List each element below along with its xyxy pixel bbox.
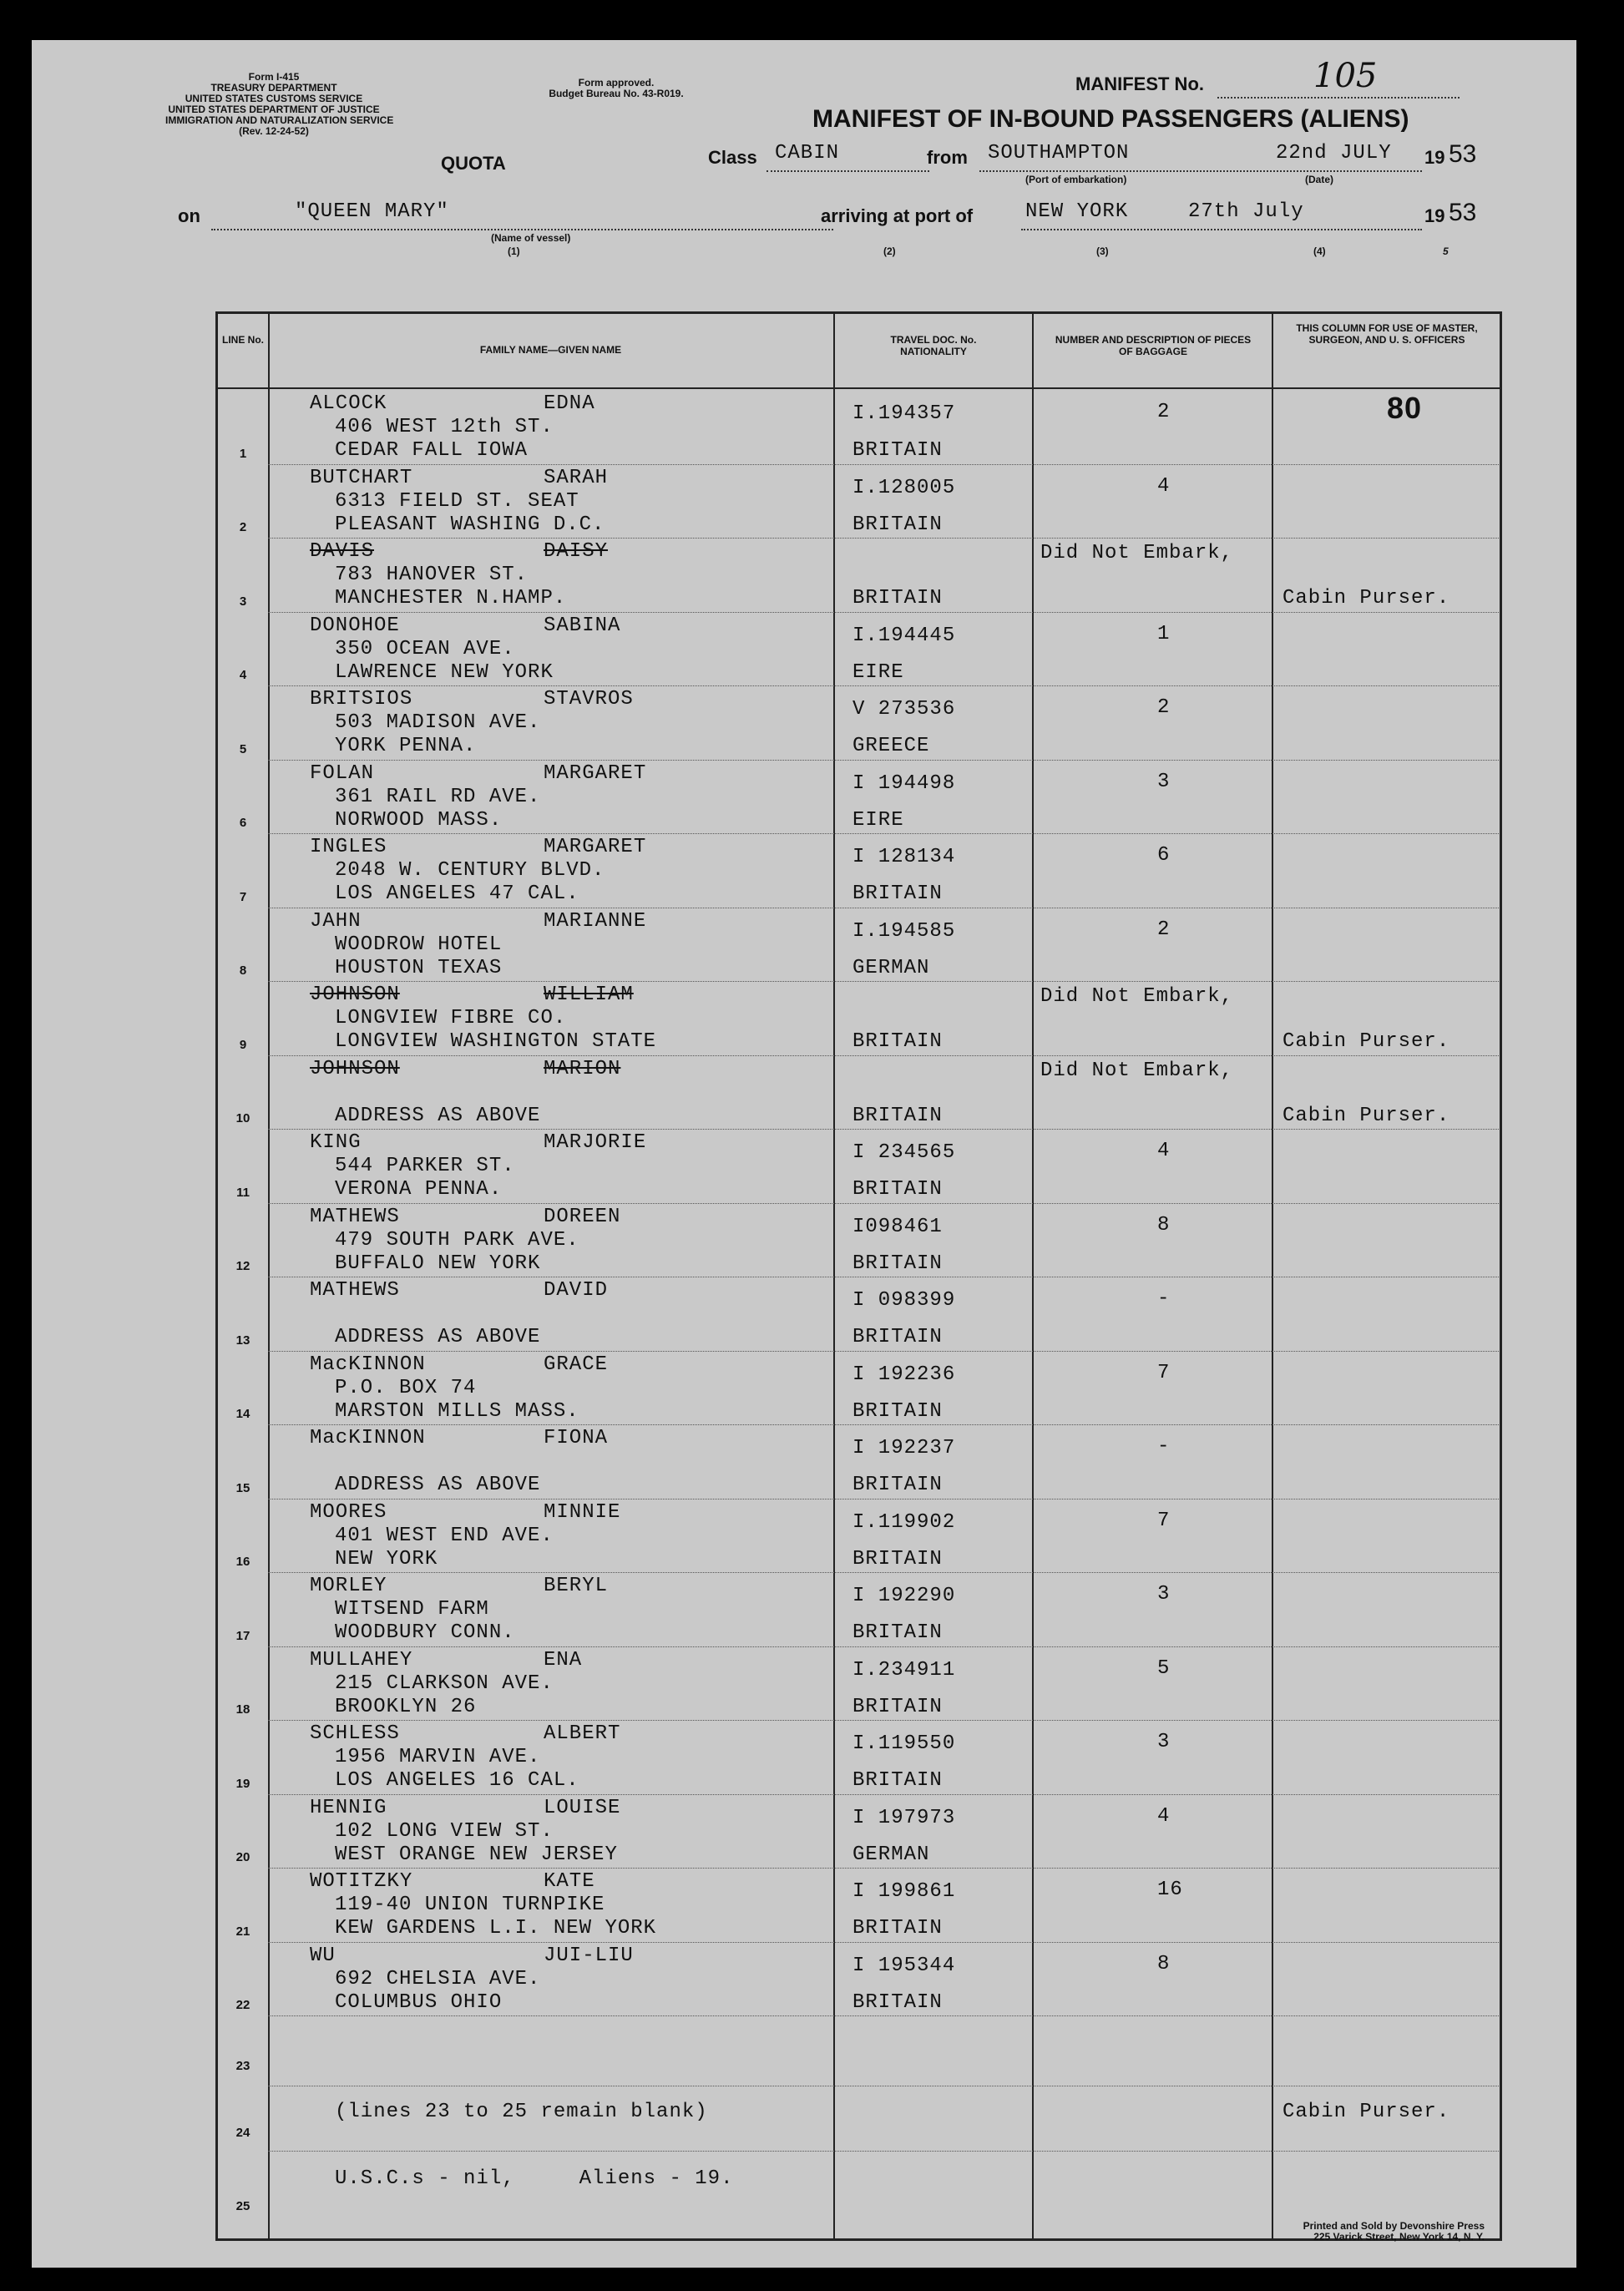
table-row — [218, 1056, 1500, 1130]
family-name: JOHNSON — [310, 984, 400, 1006]
given-name: EDNA — [544, 392, 595, 415]
row-divider — [268, 2151, 1499, 2152]
form-approval: Form approved. Budget Bureau No. 43-R019. — [549, 77, 684, 99]
header-divider — [218, 387, 1500, 389]
address-line-1: 361 RAIL RD AVE. — [335, 785, 541, 808]
nationality: BRITAIN — [852, 1104, 943, 1127]
address-line-2: MANCHESTER N.HAMP. — [335, 587, 567, 609]
line-number: 18 — [235, 1702, 250, 1717]
family-name: MORLEY — [310, 1575, 387, 1597]
family-name: JAHN — [310, 909, 362, 933]
address-line-2: COLUMBUS OHIO — [335, 1990, 503, 2014]
address-line-2: BUFFALO NEW YORK — [335, 1252, 541, 1275]
family-name: MULLAHEY — [310, 1648, 413, 1671]
family-name: MOORES — [310, 1500, 387, 1524]
from-port-caption: (Port of embarkation) — [1025, 174, 1127, 185]
arriving-label: arriving at port of — [821, 205, 974, 226]
address-line-1: WITSEND FARM — [335, 1598, 489, 1621]
quota-label: QUOTA — [441, 153, 506, 174]
nationality: BRITAIN — [852, 1030, 943, 1053]
travel-doc-number: I.194357 — [852, 402, 956, 425]
table-row — [218, 465, 1500, 539]
table-row — [218, 391, 1500, 465]
address-line-2: LOS ANGELES 16 CAL. — [335, 1769, 579, 1792]
date-caption: (Date) — [1305, 174, 1334, 185]
from-label: from — [927, 147, 968, 168]
nationality: BRITAIN — [852, 513, 943, 536]
from-line — [979, 170, 1422, 172]
table-row — [218, 908, 1500, 983]
nationality: BRITAIN — [852, 1326, 943, 1348]
year-prefix-2: 19 — [1424, 205, 1445, 226]
address-line-2: VERONA PENNA. — [335, 1178, 503, 1201]
baggage-count: 4 — [1157, 1804, 1171, 1828]
travel-doc-number: I 192237 — [852, 1437, 956, 1459]
address-line-2: YORK PENNA. — [335, 735, 477, 757]
baggage-count: - — [1157, 1435, 1171, 1458]
table-row — [218, 1869, 1500, 1943]
address-line-2: HOUSTON TEXAS — [335, 956, 503, 979]
class-label: Class — [708, 147, 757, 168]
col-header-name: FAMILY NAME—GIVEN NAME — [479, 344, 622, 356]
baggage-count: 4 — [1157, 474, 1171, 498]
travel-doc-number: I 199861 — [852, 1880, 956, 1903]
officer-note: Cabin Purser. — [1283, 1030, 1450, 1053]
nationality: BRITAIN — [852, 1399, 943, 1423]
line-number: 21 — [235, 1924, 250, 1939]
nationality: BRITAIN — [852, 1917, 943, 1940]
travel-doc-number: I.119550 — [852, 1732, 956, 1755]
from-date: 22nd JULY — [1276, 142, 1392, 164]
nationality: BRITAIN — [852, 1547, 943, 1570]
travel-doc-number: I.128005 — [852, 476, 956, 499]
address-line-1: 102 LONG VIEW ST. — [335, 1819, 554, 1843]
address-line-1: 401 WEST END AVE. — [335, 1524, 554, 1547]
nationality: GERMAN — [852, 956, 930, 979]
table-row — [218, 1204, 1500, 1278]
line-number: 24 — [235, 2126, 250, 2140]
officer-note: Cabin Purser. — [1283, 587, 1450, 609]
baggage-count: 6 — [1157, 844, 1171, 867]
address-line-1: 406 WEST 12th ST. — [335, 416, 554, 438]
line-number: 25 — [235, 2199, 250, 2213]
address-line-1: 783 HANOVER ST. — [335, 564, 529, 586]
address-line-1: 692 CHELSIA AVE. — [335, 1967, 541, 1990]
travel-doc-number: I 128134 — [852, 846, 956, 868]
col-header-line: LINE No. — [222, 334, 264, 346]
table-row — [218, 1795, 1500, 1869]
printer-imprint: Printed and Sold by Devonshire Press 225 Varick Street, New York 14, N. Y. — [1303, 2220, 1485, 2243]
baggage-count: Did Not Embark, — [1040, 985, 1234, 1008]
class-value: CABIN — [775, 142, 840, 164]
col3-number: (3) — [1096, 245, 1109, 257]
baggage-count: 7 — [1157, 1361, 1171, 1384]
baggage-count: 8 — [1157, 1952, 1171, 1975]
address-line-2: LAWRENCE NEW YORK — [335, 660, 554, 684]
address-line-2: BROOKLYN 26 — [335, 1695, 477, 1718]
from-port: SOUTHAMPTON — [988, 142, 1130, 164]
line-number: 12 — [235, 1259, 250, 1273]
address-line-1: 503 MADISON AVE. — [335, 711, 541, 734]
address-line-2: WEST ORANGE NEW JERSEY — [335, 1843, 618, 1866]
passenger-table — [215, 311, 1502, 2241]
nationality: BRITAIN — [852, 883, 943, 905]
col5-number: 5 — [1443, 245, 1449, 257]
baggage-count: 8 — [1157, 1213, 1171, 1237]
table-row — [218, 686, 1500, 761]
address-line-1: 350 OCEAN AVE. — [335, 637, 515, 660]
table-row — [218, 539, 1500, 613]
officer-note: 80 — [1387, 391, 1423, 425]
nationality: GERMAN — [852, 1843, 930, 1866]
address-line-1: LONGVIEW FIBRE CO. — [335, 1007, 567, 1029]
vessel-name: "QUEEN MARY" — [295, 200, 449, 223]
baggage-count: 2 — [1157, 401, 1171, 423]
line-number: 19 — [235, 1776, 250, 1791]
table-row — [218, 1573, 1500, 1647]
family-name: ALCOCK — [310, 392, 387, 415]
travel-doc-number: I 197973 — [852, 1806, 956, 1829]
line-number: 6 — [239, 816, 247, 830]
baggage-count: 3 — [1157, 1731, 1171, 1753]
line-number: 14 — [235, 1407, 250, 1421]
line-number: 15 — [235, 1480, 250, 1495]
given-name: MARJORIE — [544, 1131, 647, 1154]
given-name: BERYL — [544, 1575, 609, 1597]
year-1: 53 — [1449, 140, 1477, 168]
family-name: BUTCHART — [310, 466, 413, 489]
nationality: BRITAIN — [852, 1769, 943, 1792]
travel-doc-number: I 195344 — [852, 1954, 956, 1977]
table-row — [218, 1943, 1500, 2017]
given-name: ENA — [544, 1648, 583, 1671]
table-row — [218, 982, 1500, 1056]
given-name: JUI-LIU — [544, 1944, 634, 1967]
col-header-officers: THIS COLUMN FOR USE OF MASTER, SURGEON, AND U. S. OFFICERS — [1296, 322, 1478, 346]
family-name: JOHNSON — [310, 1057, 400, 1080]
nationality: BRITAIN — [852, 1695, 943, 1718]
blank-lines-note: (lines 23 to 25 remain blank) — [335, 2101, 708, 2123]
table-row — [218, 1352, 1500, 1426]
manifest-number: 105 — [1313, 57, 1378, 95]
baggage-count: 5 — [1157, 1656, 1171, 1680]
nationality: EIRE — [852, 808, 904, 832]
class-line — [766, 170, 929, 172]
line-number: 20 — [235, 1850, 250, 1864]
totals-summary: U.S.C.s - nil, Aliens - 19. — [335, 2167, 734, 2190]
family-name: MATHEWS — [310, 1205, 400, 1228]
address-line-2: MARSTON MILLS MASS. — [335, 1399, 579, 1423]
address-line-2: NEW YORK — [335, 1547, 438, 1570]
address-line-2: LONGVIEW WASHINGTON STATE — [335, 1030, 657, 1053]
vessel-line — [211, 229, 833, 230]
line-number: 1 — [239, 446, 247, 461]
family-name: WOTITZKY — [310, 1870, 413, 1893]
given-name: DAISY — [544, 540, 609, 563]
baggage-count: Did Not Embark, — [1040, 1059, 1234, 1082]
travel-doc-number: I 234565 — [852, 1141, 956, 1164]
manifest-page — [32, 40, 1576, 2268]
closing-officer: Cabin Purser. — [1283, 2101, 1450, 2123]
table-row — [218, 1500, 1500, 1574]
line-number: 7 — [239, 889, 247, 904]
vessel-caption: (Name of vessel) — [491, 232, 571, 244]
manifest-number-line — [1217, 97, 1460, 99]
family-name: DAVIS — [310, 540, 375, 563]
address-line-2: KEW GARDENS L.I. NEW YORK — [335, 1917, 657, 1940]
line-number: 3 — [239, 594, 247, 609]
line-number: 9 — [239, 1037, 247, 1052]
table-row — [218, 834, 1500, 908]
nationality: BRITAIN — [852, 1621, 943, 1644]
given-name: KATE — [544, 1870, 595, 1893]
travel-doc-number: I.119902 — [852, 1510, 956, 1534]
family-name: MATHEWS — [310, 1279, 400, 1302]
col1-number: (1) — [508, 245, 520, 257]
given-name: STAVROS — [544, 688, 634, 711]
given-name: DOREEN — [544, 1205, 621, 1228]
address-line-2: NORWOOD MASS. — [335, 808, 503, 832]
table-row — [218, 1130, 1500, 1204]
arriving-date: 27th July — [1188, 200, 1304, 223]
officer-note: Cabin Purser. — [1283, 1104, 1450, 1127]
address-line-1: WOODROW HOTEL — [335, 933, 503, 956]
baggage-count: 2 — [1157, 696, 1171, 719]
row-divider — [268, 2015, 1499, 2016]
nationality: BRITAIN — [852, 587, 943, 609]
family-name: INGLES — [310, 836, 387, 858]
given-name: LOUISE — [544, 1796, 621, 1819]
line-number: 17 — [235, 1628, 250, 1643]
form-identification: Form I-415 TREASURY DEPARTMENT UNITED STATES CUSTOMS SERVICE UNITED STATES DEPARTMENT OF JUSTICE IMMIGRATION AND NATURALIZATION SERVICE (Rev. 12-24-52) — [165, 71, 394, 137]
address-line-1: 2048 W. CENTURY BLVD. — [335, 859, 605, 882]
table-row — [218, 613, 1500, 687]
baggage-count: 1 — [1157, 622, 1171, 645]
given-name: MARGARET — [544, 836, 647, 858]
table-row — [218, 1647, 1500, 1722]
address-line-1: 544 PARKER ST. — [335, 1155, 515, 1177]
address-line-2: LOS ANGELES 47 CAL. — [335, 883, 579, 905]
nationality: BRITAIN — [852, 1252, 943, 1275]
given-name: GRACE — [544, 1353, 609, 1376]
address-line-2: ADDRESS AS ABOVE — [335, 1474, 541, 1496]
address-line-2: CEDAR FALL IOWA — [335, 439, 529, 462]
travel-doc-number: I 194498 — [852, 771, 956, 795]
line-number: 22 — [235, 1998, 250, 2012]
family-name: WU — [310, 1944, 336, 1967]
line-number: 10 — [235, 1111, 250, 1125]
year-prefix-1: 19 — [1424, 147, 1445, 168]
family-name: BRITSIOS — [310, 688, 413, 711]
given-name: WILLIAM — [544, 984, 634, 1006]
family-name: MacKINNON — [310, 1427, 426, 1449]
baggage-count: 16 — [1157, 1879, 1183, 1901]
nationality: BRITAIN — [852, 439, 943, 462]
line-number: 16 — [235, 1555, 250, 1569]
family-name: DONOHOE — [310, 614, 400, 637]
travel-doc-number: I 192290 — [852, 1585, 956, 1607]
address-line-1: 119-40 UNION TURNPIKE — [335, 1894, 605, 1916]
address-line-2: WOODBURY CONN. — [335, 1621, 515, 1644]
address-line-1: P.O. BOX 74 — [335, 1376, 477, 1399]
address-line-2: ADDRESS AS ABOVE — [335, 1326, 541, 1348]
line-number: 8 — [239, 963, 247, 978]
baggage-count: 4 — [1157, 1140, 1171, 1162]
address-line-1: 1956 MARVIN AVE. — [335, 1746, 541, 1768]
table-row — [218, 1277, 1500, 1352]
given-name: ALBERT — [544, 1722, 621, 1745]
travel-doc-number: I.234911 — [852, 1658, 956, 1682]
col-header-doc: TRAVEL DOC. No. NATIONALITY — [890, 334, 977, 357]
given-name: SABINA — [544, 614, 621, 637]
year-2: 53 — [1449, 199, 1477, 226]
address-line-1: 215 CLARKSON AVE. — [335, 1671, 554, 1695]
travel-doc-number: I.194585 — [852, 919, 956, 943]
nationality: EIRE — [852, 660, 904, 684]
line-number: 23 — [235, 2059, 250, 2073]
family-name: HENNIG — [310, 1796, 387, 1819]
line-number: 11 — [236, 1185, 250, 1200]
line-number: 5 — [239, 741, 247, 756]
travel-doc-number: V 273536 — [852, 698, 956, 721]
travel-doc-number: I 192236 — [852, 1363, 956, 1386]
travel-doc-number: I 098399 — [852, 1289, 956, 1312]
table-row — [218, 1425, 1500, 1500]
baggage-count: 7 — [1157, 1509, 1171, 1532]
nationality: BRITAIN — [852, 1474, 943, 1496]
given-name: MARION — [544, 1057, 621, 1080]
manifest-number-label: MANIFEST No. — [1075, 73, 1204, 94]
address-line-1: 479 SOUTH PARK AVE. — [335, 1228, 579, 1252]
travel-doc-number: I098461 — [852, 1215, 943, 1238]
table-row — [218, 1721, 1500, 1795]
line-number: 2 — [239, 520, 247, 534]
baggage-count: 3 — [1157, 770, 1171, 793]
given-name: SARAH — [544, 466, 609, 489]
on-label: on — [178, 205, 200, 226]
given-name: MINNIE — [544, 1500, 621, 1524]
family-name: KING — [310, 1131, 362, 1154]
line-number: 13 — [235, 1333, 250, 1348]
baggage-count: 3 — [1157, 1583, 1171, 1606]
given-name: DAVID — [544, 1279, 609, 1302]
address-line-2: PLEASANT WASHING D.C. — [335, 513, 605, 536]
given-name: MARGARET — [544, 761, 647, 785]
family-name: SCHLESS — [310, 1722, 400, 1745]
col2-number: (2) — [883, 245, 896, 257]
address-line-2: ADDRESS AS ABOVE — [335, 1104, 541, 1127]
family-name: MacKINNON — [310, 1353, 426, 1376]
baggage-count: 2 — [1157, 918, 1171, 941]
arriving-line — [1021, 229, 1422, 230]
col-header-baggage: NUMBER AND DESCRIPTION OF PIECES OF BAGGAGE — [1055, 334, 1252, 357]
table-row — [218, 761, 1500, 835]
col4-number: (4) — [1313, 245, 1326, 257]
address-line-1: 6313 FIELD ST. SEAT — [335, 489, 579, 513]
given-name: MARIANNE — [544, 909, 647, 933]
travel-doc-number: I.194445 — [852, 624, 956, 647]
arriving-port: NEW YORK — [1025, 200, 1129, 223]
nationality: BRITAIN — [852, 1990, 943, 2014]
nationality: BRITAIN — [852, 1178, 943, 1201]
line-number: 4 — [239, 668, 247, 682]
nationality: GREECE — [852, 735, 930, 757]
family-name: FOLAN — [310, 761, 375, 785]
manifest-title: MANIFEST OF IN-BOUND PASSENGERS (ALIENS) — [812, 105, 1409, 133]
baggage-count: Did Not Embark, — [1040, 542, 1234, 564]
given-name: FIONA — [544, 1427, 609, 1449]
baggage-count: - — [1157, 1287, 1171, 1310]
